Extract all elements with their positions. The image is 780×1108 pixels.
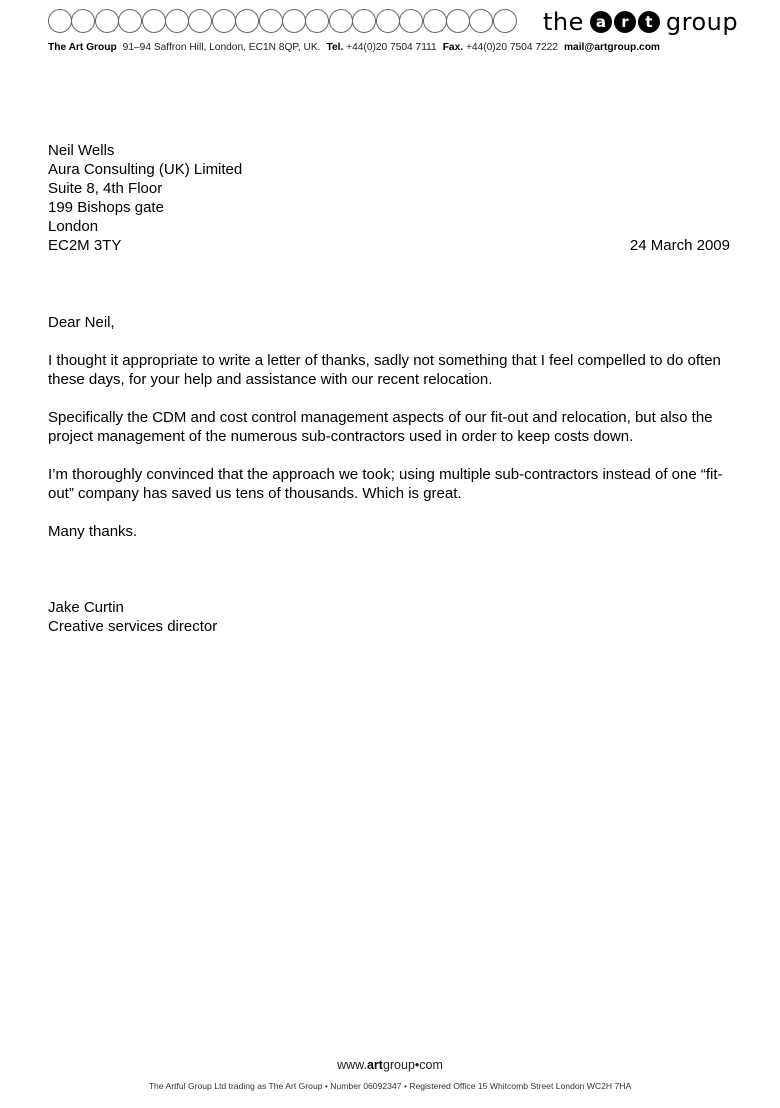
circle-icon <box>493 9 517 33</box>
circle-icon <box>118 9 142 33</box>
company-name: The Art Group <box>48 42 117 53</box>
circle-icon <box>305 9 329 33</box>
decorative-circles <box>48 9 516 33</box>
logo-suffix: group <box>665 8 739 36</box>
web-prefix: www. <box>337 1058 367 1072</box>
signer-name: Jake Curtin <box>48 599 124 616</box>
circle-icon <box>376 9 400 33</box>
circle-icon <box>235 9 259 33</box>
fax-label: Fax. <box>442 42 464 53</box>
circle-icon <box>142 9 166 33</box>
circle-icon <box>446 9 470 33</box>
circle-icon <box>48 9 72 33</box>
circle-icon <box>329 9 353 33</box>
footer-legal: The Artful Group Ltd trading as The Art Group • Number 06092347 • Registered Office 15 Whitcomb Street London WC2H 7HA <box>148 1081 632 1091</box>
circle-icon <box>352 9 376 33</box>
web-bold: art <box>366 1058 383 1072</box>
circle-icon <box>71 9 95 33</box>
letter-date: 24 March 2009 <box>629 237 730 254</box>
company-logo <box>543 7 738 37</box>
circle-icon <box>95 9 119 33</box>
circle-icon <box>469 9 493 33</box>
circle-icon <box>212 9 236 33</box>
logo-badge-a: a <box>590 11 612 33</box>
circle-icon <box>259 9 283 33</box>
email-address: mail@artgroup.com <box>564 42 660 53</box>
recipient-city: London <box>48 218 99 235</box>
circle-icon <box>188 9 212 33</box>
paragraph: Specifically the CDM and cost control management aspects of our fit-out and relocation, but also the project management of the numerous sub-contractors used in order to keep costs down. <box>48 409 713 445</box>
signer-title: Creative services director <box>48 618 218 635</box>
logo-prefix: the <box>543 8 584 36</box>
recipient-street: 199 Bishops gate <box>48 199 164 216</box>
logo-badge-r: r <box>614 11 636 33</box>
paragraph: I thought it appropriate to write a letter of thanks, sadly not something that I feel compelled to do often these days, for your help and assistance with our recent relocation. <box>48 352 721 388</box>
circle-icon <box>399 9 423 33</box>
paragraph: I’m thoroughly convinced that the approach we took; using multiple sub-contractors instead of one “fit-out” company has saved us tens of thousands. Which is great. <box>48 466 723 502</box>
footer-website <box>0 1058 780 1072</box>
company-address: 91–94 Saffron Hill, London, EC1N 8QP, UK. <box>122 42 321 53</box>
salutation: Dear Neil, <box>48 314 115 331</box>
fax-number: +44(0)20 7504 7222 <box>465 42 558 53</box>
web-suffix: •com <box>414 1058 443 1072</box>
recipient-postcode: EC2M 3TY <box>48 237 122 254</box>
tel-number: +44(0)20 7504 7111 <box>346 42 437 53</box>
circle-icon <box>165 9 189 33</box>
circle-icon <box>282 9 306 33</box>
signature-block <box>48 598 217 636</box>
recipient-company: Aura Consulting (UK) Limited <box>48 161 243 178</box>
circle-icon <box>423 9 447 33</box>
letter-body <box>48 313 738 560</box>
web-mid: group <box>382 1058 415 1072</box>
letterhead-contact <box>48 42 748 53</box>
recipient-suite: Suite 8, 4th Floor <box>48 180 163 197</box>
recipient-name: Neil Wells <box>48 142 115 159</box>
recipient-address <box>48 141 242 255</box>
logo-badge-t: t <box>638 11 660 33</box>
tel-label: Tel. <box>326 42 344 53</box>
closing: Many thanks. <box>48 523 138 540</box>
